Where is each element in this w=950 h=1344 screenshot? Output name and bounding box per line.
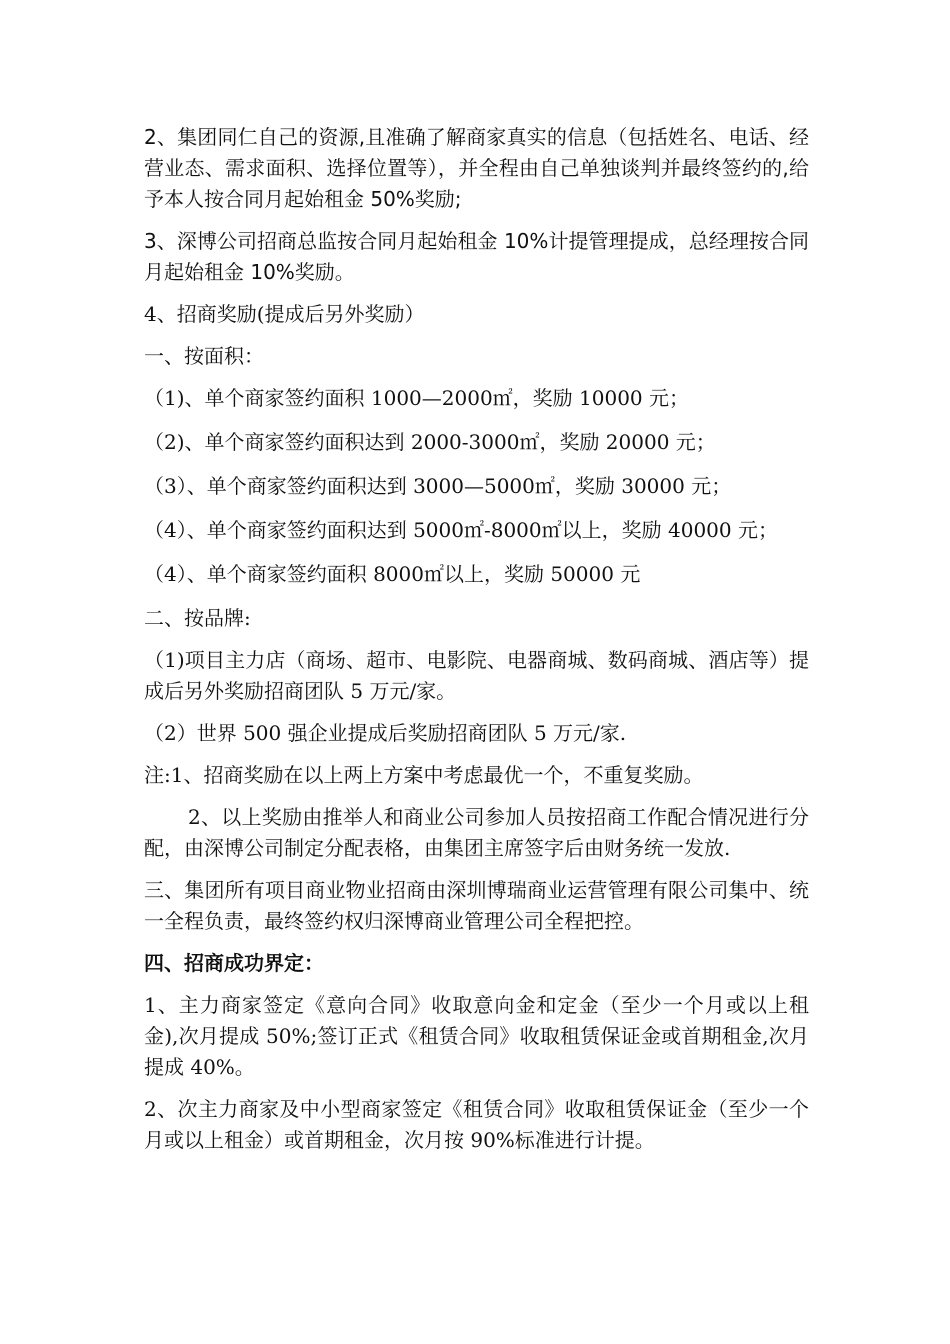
list-item-brand-2: （2）世界 500 强企业提成后奖励招商团队 5 万元/家. [144,721,627,745]
paragraph-success-2: 2、次主力商家及中小型商家签定《租赁合同》收取租赁保证金（至少一个月或以上租金）或首期租金，次月按 90%标准进行计提。 [144,1097,809,1152]
paragraph-staff-resource-reward: 2、集团同仁自己的资源,且准确了解商家真实的信息（包括姓名、电话、经营业态、需求面积、选择位置等），并全程由自己单独谈判并最终签约的,给予本人按合同月起始租金 50%奖励; [144,125,809,211]
paragraph-director-commission: 3、深博公司招商总监按合同月起始租金 10%计提管理提成，总经理按合同月起始租金 10%奖励。 [144,229,809,284]
document-body [144,122,809,1167]
list-item-brand-1: （1)项目主力店（商场、超市、电影院、电器商城、数码商城、酒店等）提成后另外奖励招商团队 5 万元/家。 [144,648,809,703]
paragraph-by-area-heading: 一、按面积： [144,344,264,368]
paragraph-note-2: 2、以上奖励由推举人和商业公司参加人员按招商工作配合情况进行分配，由深博公司制定分配表格，由集团主席签字后由财务统一发放. [144,805,809,860]
paragraph-by-brand-heading: 二、按品牌: [144,606,251,630]
list-item-area-1: （1)、单个商家签约面积 1000—2000㎡，奖励 10000 元； [144,386,690,410]
list-item-area-3: （3）、单个商家签约面积达到 3000—5000㎡，奖励 30000 元； [144,474,732,498]
list-item-area-5: （4）、单个商家签约面积 8000㎡以上，奖励 50000 元 [144,562,641,586]
paragraph-note-1: 注:1、招商奖励在以上两上方案中考虑最优一个，不重复奖励。 [144,763,704,787]
section-heading-success-definition: 四、招商成功界定： [144,951,324,975]
paragraph-success-1: 1、主力商家签定《意向合同》收取意向金和定金（至少一个月或以上租金),次月提成 50%;签订正式《租赁合同》收取租赁保证金或首期租金,次月提成 40%。 [144,993,809,1079]
paragraph-section-three: 三、集团所有项目商业物业招商由深圳博瑞商业运营管理有限公司集中、统一全程负责，最终签约权归深博商业管理公司全程把控。 [144,878,809,933]
paragraph-recruitment-reward-heading: 4、招商奖励(提成后另外奖励） [144,302,425,326]
list-item-area-2: （2)、单个商家签约面积达到 2000-3000㎡，奖励 20000 元； [144,430,716,454]
list-item-area-4: （4）、单个商家签约面积达到 5000㎡-8000㎡以上，奖励 40000 元； [144,518,778,542]
